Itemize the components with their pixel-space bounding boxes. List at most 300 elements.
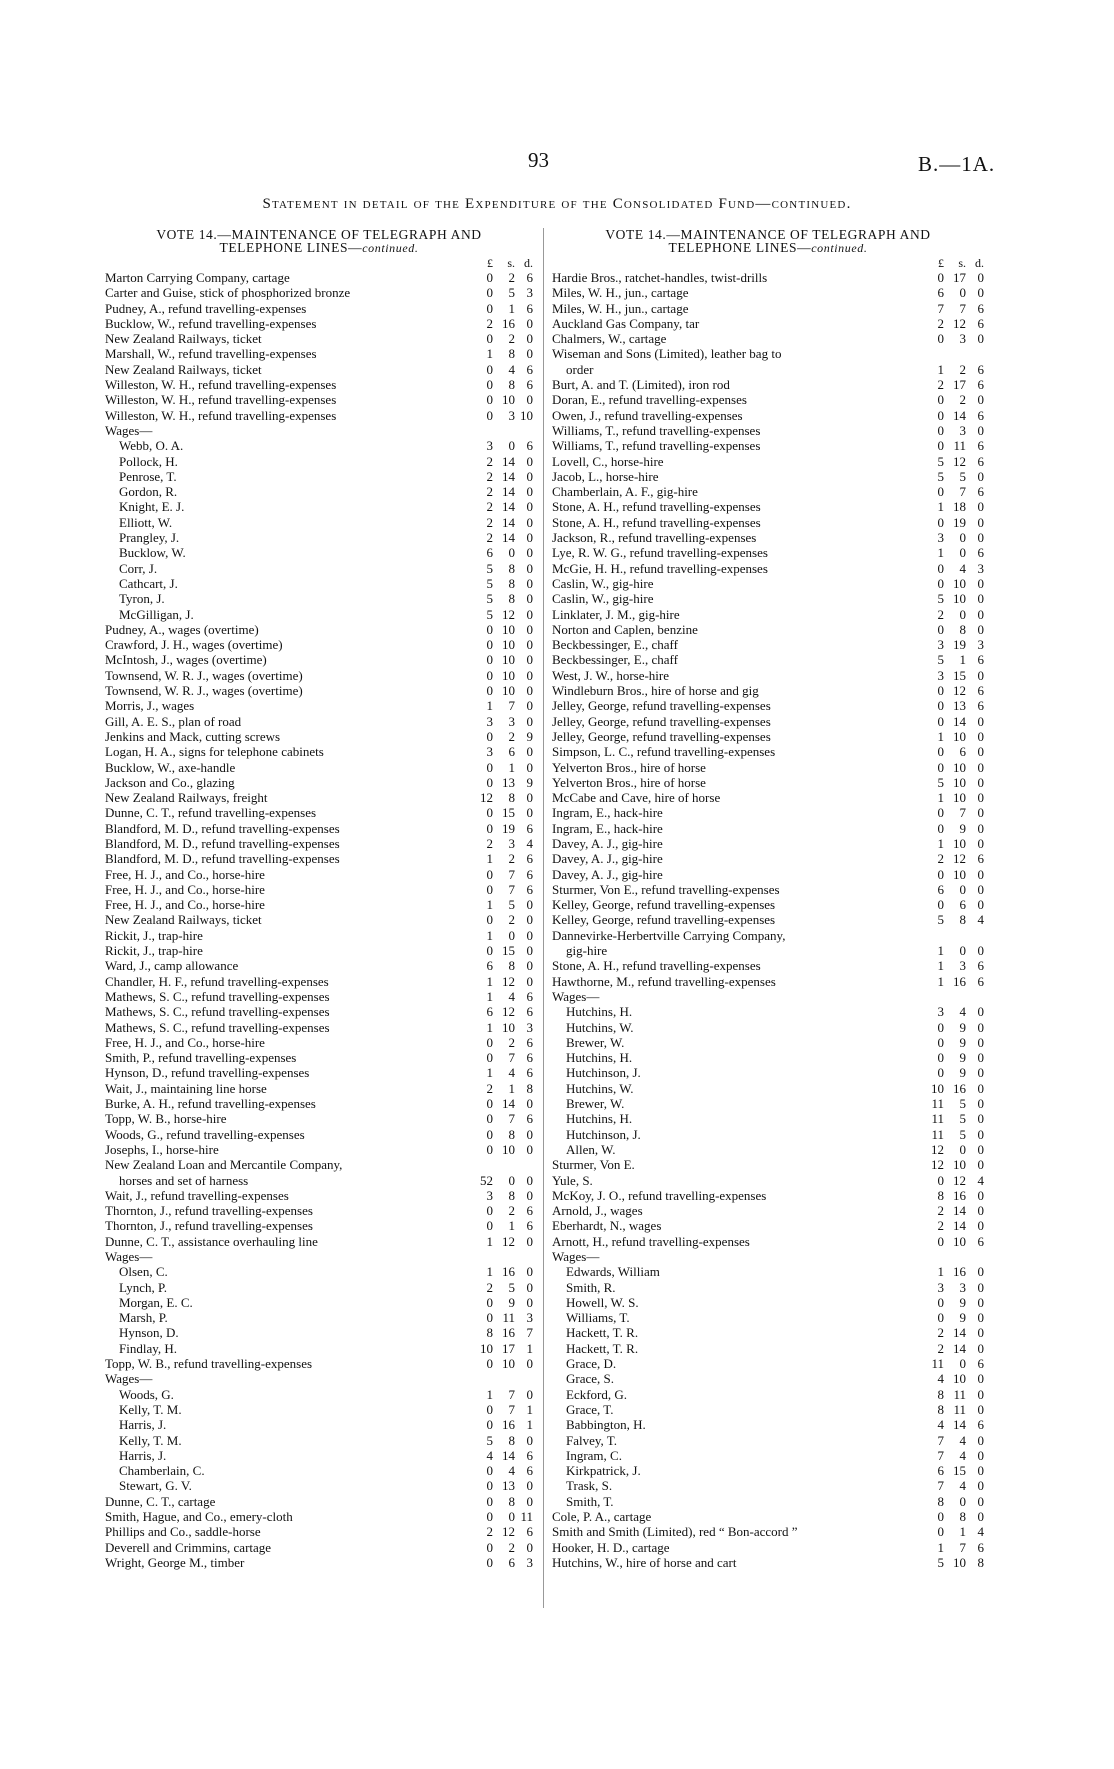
- entry-amount: [918, 1065, 984, 1080]
- pounds-value: 0: [937, 407, 944, 423]
- shillings-value: 5: [508, 285, 515, 301]
- ledger-row: [105, 1111, 533, 1126]
- ledger-row: [105, 912, 533, 927]
- ledger-row: [105, 316, 533, 331]
- entry-amount: [467, 377, 533, 392]
- entry-label: Beckbessinger, E., chaff: [552, 652, 678, 668]
- ledger-row: [105, 591, 533, 606]
- entry-label: Cole, P. A., cartage: [552, 1509, 652, 1525]
- pounds-header: £: [487, 256, 493, 270]
- entry-amount: [918, 897, 984, 912]
- entry-label: Dunne, C. T., assistance overhauling line: [105, 1233, 318, 1249]
- pounds-value: 0: [937, 713, 944, 729]
- shillings-value: 0: [959, 881, 966, 897]
- entry-label: Wages—: [105, 1371, 153, 1387]
- shillings-value: 7: [508, 1050, 515, 1066]
- entry-label: Edwards, William: [566, 1264, 660, 1280]
- entry-label: Topp, W. B., refund travelling-expenses: [105, 1356, 313, 1372]
- entry-amount: [918, 1509, 984, 1524]
- pence-value: 1: [526, 1340, 533, 1356]
- pounds-value: 0: [486, 1417, 493, 1433]
- pence-value: 0: [526, 606, 533, 622]
- left-vote-title: VOTE 14.—MAINTENANCE OF TELEGRAPH AND: [156, 227, 482, 242]
- shillings-value: 10: [953, 575, 966, 591]
- pounds-value: 0: [486, 912, 493, 928]
- pence-value: 0: [977, 667, 984, 683]
- entry-label: Free, H. J., and Co., horse-hire: [105, 1034, 265, 1050]
- entry-amount: [918, 1433, 984, 1448]
- pence-value: 0: [526, 912, 533, 928]
- shillings-value: 9: [508, 1294, 515, 1310]
- entry-amount: [918, 1188, 984, 1203]
- shillings-value: 9: [959, 1034, 966, 1050]
- entry-label: Arnott, H., refund travelling-expenses: [552, 1233, 750, 1249]
- ledger-row: [552, 285, 984, 300]
- entry-amount: [918, 1325, 984, 1340]
- pence-value: 0: [977, 1019, 984, 1035]
- entry-label: Jelley, George, refund travelling-expenses: [552, 728, 771, 744]
- ledger-row: [552, 882, 984, 897]
- pence-value: 6: [526, 1004, 533, 1020]
- pence-value: 0: [526, 346, 533, 362]
- ledger-row: [552, 1264, 984, 1279]
- pence-value: 6: [977, 300, 984, 316]
- pounds-value: 2: [486, 499, 493, 515]
- pounds-value: 0: [486, 285, 493, 301]
- pence-value: 0: [977, 1111, 984, 1127]
- shillings-value: 15: [502, 805, 515, 821]
- shillings-value: 10: [502, 637, 515, 653]
- ledger-row: [105, 1203, 533, 1218]
- entry-label: Dunne, C. T., cartage: [105, 1493, 216, 1509]
- entry-amount: [467, 805, 533, 820]
- pounds-value: 1: [937, 545, 944, 561]
- pence-value: 0: [977, 1325, 984, 1341]
- entry-label: Hutchins, W., hire of horse and cart: [552, 1554, 737, 1570]
- entry-label: Findlay, H.: [119, 1340, 178, 1356]
- pounds-value: 6: [486, 545, 493, 561]
- pounds-value: 0: [937, 621, 944, 637]
- pounds-value: 0: [937, 805, 944, 821]
- entry-label: Smith, T.: [566, 1493, 614, 1509]
- ledger-row: [105, 637, 533, 652]
- entry-label: Hackett, T. R.: [566, 1325, 639, 1341]
- ledger-row: [105, 1402, 533, 1417]
- pence-value: 0: [977, 728, 984, 744]
- pence-value: 0: [526, 744, 533, 760]
- entry-amount: [918, 652, 984, 667]
- entry-label: Jackson and Co., glazing: [105, 774, 235, 790]
- ledger-row: [552, 1127, 984, 1142]
- pence-value: 0: [526, 468, 533, 484]
- entry-amount: [918, 805, 984, 820]
- entry-amount: [467, 698, 533, 713]
- pence-value: 0: [526, 713, 533, 729]
- shillings-value: 1: [508, 300, 515, 316]
- entry-label: Smith, Hague, and Co., emery-cloth: [105, 1509, 293, 1525]
- pounds-value: 8: [937, 1493, 944, 1509]
- pounds-value: 0: [486, 1141, 493, 1157]
- pence-value: 0: [526, 1187, 533, 1203]
- entry-label: Cathcart, J.: [119, 575, 178, 591]
- ledger-row: [552, 1020, 984, 1035]
- entry-amount: [918, 867, 984, 882]
- pounds-value: 4: [486, 1447, 493, 1463]
- ledger-row: [105, 270, 533, 285]
- pounds-value: 1: [937, 790, 944, 806]
- ledger-row: [552, 515, 984, 530]
- entry-label: Lynch, P.: [119, 1279, 168, 1295]
- shillings-value: 5: [959, 1111, 966, 1127]
- left-continued: continued.: [362, 241, 419, 255]
- pence-value: 0: [977, 621, 984, 637]
- shillings-value: 3: [508, 407, 515, 423]
- ledger-row: [552, 1050, 984, 1065]
- entry-amount: [467, 1264, 533, 1279]
- entry-amount: [467, 683, 533, 698]
- pence-value: 0: [526, 1264, 533, 1280]
- entry-label: Hynson, D., refund travelling-expenses: [105, 1065, 310, 1081]
- pounds-value: 2: [486, 1524, 493, 1540]
- pence-value: 9: [526, 728, 533, 744]
- entry-label: Smith, R.: [566, 1279, 616, 1295]
- pence-value: 6: [526, 377, 533, 393]
- pence-value: 0: [526, 1493, 533, 1509]
- ledger-row: [105, 683, 533, 698]
- pence-value: 0: [526, 315, 533, 331]
- entry-amount: [918, 668, 984, 683]
- entry-amount: [918, 438, 984, 453]
- entry-label: Eberhardt, N., wages: [552, 1218, 662, 1234]
- entry-amount: [467, 607, 533, 622]
- entry-amount: [918, 698, 984, 713]
- entry-amount: [918, 714, 984, 729]
- ledger-row: [105, 454, 533, 469]
- pence-value: 0: [526, 1096, 533, 1112]
- pence-value: 6: [526, 438, 533, 454]
- pounds-value: 2: [486, 835, 493, 851]
- entry-label: Rickit, J., trap-hire: [105, 927, 203, 943]
- shillings-value: 0: [959, 606, 966, 622]
- entry-label: Sturmer, Von E., refund travelling-expenses: [552, 881, 780, 897]
- entry-label: Caslin, W., gig-hire: [552, 575, 654, 591]
- ledger-row: [552, 1096, 984, 1111]
- ledger-row: [552, 1433, 984, 1448]
- shillings-value: 0: [959, 1141, 966, 1157]
- ledger-row: [105, 1341, 533, 1356]
- entry-amount: [467, 1050, 533, 1065]
- ledger-row: [105, 1157, 533, 1172]
- pence-value: 0: [526, 927, 533, 943]
- shillings-value: 12: [502, 1524, 515, 1540]
- pence-value: 10: [520, 407, 533, 423]
- ledger-row: [105, 1096, 533, 1111]
- ledger-row: [552, 469, 984, 484]
- shillings-value: 10: [502, 1019, 515, 1035]
- pence-value: 0: [977, 1203, 984, 1219]
- pounds-value: 0: [937, 1019, 944, 1035]
- entry-amount: [467, 1417, 533, 1432]
- entry-label: Pudney, A., wages (overtime): [105, 621, 259, 637]
- pounds-value: 0: [937, 1294, 944, 1310]
- pounds-value: 6: [937, 1463, 944, 1479]
- entry-label: McIntosh, J., wages (overtime): [105, 652, 267, 668]
- entry-amount: [918, 469, 984, 484]
- ledger-row: [552, 301, 984, 316]
- ledger-row: [105, 943, 533, 958]
- entry-label: Blandford, M. D., refund travelling-expenses: [105, 820, 340, 836]
- pounds-value: 5: [486, 1432, 493, 1448]
- pounds-value: 4: [937, 1417, 944, 1433]
- shillings-value: 19: [953, 637, 966, 653]
- pounds-value: 0: [937, 484, 944, 500]
- shillings-value: 10: [502, 667, 515, 683]
- entry-amount: [467, 989, 533, 1004]
- entry-label: Townsend, W. R. J., wages (overtime): [105, 683, 303, 699]
- entry-amount: [467, 1387, 533, 1402]
- entry-label: Arnold, J., wages: [552, 1203, 643, 1219]
- pence-value: 6: [977, 484, 984, 500]
- shillings-value: 12: [953, 453, 966, 469]
- entry-label: Hawthorne, M., refund travelling-expenses: [552, 973, 776, 989]
- ledger-row: [105, 1310, 533, 1325]
- shillings-value: 14: [502, 530, 515, 546]
- shillings-value: 8: [508, 1126, 515, 1142]
- pounds-value: 1: [937, 1264, 944, 1280]
- entry-amount: [918, 1173, 984, 1188]
- entry-label: Hutchins, H.: [566, 1050, 633, 1066]
- pence-value: 6: [526, 1463, 533, 1479]
- pence-value: 0: [526, 1294, 533, 1310]
- entry-label: Blandford, M. D., refund travelling-expenses: [105, 851, 340, 867]
- entry-amount: [467, 530, 533, 545]
- pounds-value: 0: [486, 1126, 493, 1142]
- pounds-value: 6: [486, 958, 493, 974]
- shillings-value: 6: [508, 1554, 515, 1570]
- entry-label: New Zealand Railways, ticket: [105, 912, 262, 928]
- entry-label: Hooker, H. D., cartage: [552, 1539, 670, 1555]
- entry-amount: [467, 285, 533, 300]
- pence-value: 7: [526, 1325, 533, 1341]
- shillings-value: 10: [953, 1233, 966, 1249]
- shillings-value: 10: [502, 1141, 515, 1157]
- pence-value: 0: [977, 1141, 984, 1157]
- left-vote-subtitle: TELEPHONE LINES—: [219, 240, 363, 255]
- shillings-value: 4: [959, 1447, 966, 1463]
- entry-amount: [918, 1004, 984, 1019]
- pounds-value: 1: [486, 927, 493, 943]
- shillings-value: 4: [508, 361, 515, 377]
- shillings-value: 5: [959, 1096, 966, 1112]
- shillings-value: 16: [953, 1264, 966, 1280]
- pence-value: 0: [977, 1310, 984, 1326]
- pence-value: 0: [977, 468, 984, 484]
- entry-label: Dunne, C. T., refund travelling-expenses: [105, 805, 317, 821]
- shillings-value: 10: [502, 1356, 515, 1372]
- ledger-row: [552, 1157, 984, 1172]
- ledger-row: [105, 515, 533, 530]
- pence-value: 6: [977, 958, 984, 974]
- ledger-row: [552, 408, 984, 423]
- ledger-row: [105, 377, 533, 392]
- shillings-value: 5: [508, 897, 515, 913]
- entry-label: Hardie Bros., ratchet-handles, twist-drills: [552, 270, 768, 285]
- entry-amount: [918, 1524, 984, 1539]
- entry-amount: [467, 561, 533, 576]
- pence-value: 0: [977, 835, 984, 851]
- pence-value: 0: [526, 1386, 533, 1402]
- entry-amount: [467, 821, 533, 836]
- shillings-value: 14: [502, 484, 515, 500]
- pence-value: 0: [526, 514, 533, 530]
- entry-label: Pudney, A., refund travelling-expenses: [105, 300, 307, 316]
- entry-label: Miles, W. H., jun., cartage: [552, 300, 689, 316]
- pounds-value: 2: [486, 514, 493, 530]
- shillings-value: 4: [959, 1004, 966, 1020]
- pounds-value: 1: [486, 973, 493, 989]
- ledger-row: [552, 851, 984, 866]
- entry-label: New Zealand Railways, ticket: [105, 331, 262, 347]
- pence-value: 0: [977, 1080, 984, 1096]
- entry-label: Kelley, George, refund travelling-expenses: [552, 897, 776, 913]
- pence-value: 1: [526, 1401, 533, 1417]
- ledger-row: [552, 1142, 984, 1157]
- entry-amount: [918, 1555, 984, 1570]
- pence-value: 0: [977, 1050, 984, 1066]
- entry-label: Hynson, D.: [119, 1325, 179, 1341]
- entry-label: Tyron, J.: [119, 591, 165, 607]
- entry-amount: [467, 1509, 533, 1524]
- entry-amount: [918, 943, 984, 958]
- shillings-value: 10: [953, 591, 966, 607]
- shillings-value: 13: [953, 698, 966, 714]
- pence-value: 0: [526, 1126, 533, 1142]
- entry-amount: [467, 652, 533, 667]
- pounds-value: 1: [937, 728, 944, 744]
- pounds-value: 3: [486, 1187, 493, 1203]
- ledger-row: [552, 1111, 984, 1126]
- ledger-row: [105, 530, 533, 545]
- pounds-value: 0: [486, 407, 493, 423]
- pounds-value: 0: [486, 361, 493, 377]
- entry-amount: [918, 515, 984, 530]
- pence-value: 0: [977, 713, 984, 729]
- pounds-value: 6: [937, 881, 944, 897]
- entry-amount: [918, 316, 984, 331]
- entry-label: Ward, J., camp allowance: [105, 958, 239, 974]
- entry-label: Simpson, L. C., refund travelling-expenses: [552, 744, 776, 760]
- pence-value: 0: [526, 575, 533, 591]
- shillings-value: 10: [953, 866, 966, 882]
- ledger-row: [552, 821, 984, 836]
- entry-amount: [467, 1188, 533, 1203]
- ledger-row: [552, 1325, 984, 1340]
- entry-label: Webb, O. A.: [119, 438, 184, 454]
- pounds-value: 5: [486, 606, 493, 622]
- pence-value: 6: [526, 1203, 533, 1219]
- pence-value: 0: [526, 1141, 533, 1157]
- entry-amount: [467, 301, 533, 316]
- ledger-row: [552, 1218, 984, 1233]
- ledger-row: [105, 1295, 533, 1310]
- pence-value: 0: [526, 683, 533, 699]
- pence-value: 0: [977, 1493, 984, 1509]
- pence-value: 6: [977, 698, 984, 714]
- pounds-value: 1: [486, 346, 493, 362]
- ledger-row: [552, 652, 984, 667]
- pence-value: 0: [977, 1264, 984, 1280]
- pence-value: 0: [977, 575, 984, 591]
- entry-label: Sturmer, Von E.: [552, 1157, 635, 1173]
- ledger-row: [552, 928, 984, 943]
- ledger-row: [105, 928, 533, 943]
- pence-value: 0: [977, 1478, 984, 1494]
- entry-amount: [918, 1478, 984, 1493]
- pounds-value: 0: [486, 820, 493, 836]
- pounds-value: 5: [937, 453, 944, 469]
- pounds-value: 5: [486, 591, 493, 607]
- shillings-value: 8: [508, 1432, 515, 1448]
- pounds-value: 3: [937, 667, 944, 683]
- shillings-value: 3: [959, 422, 966, 438]
- pounds-value: 2: [486, 453, 493, 469]
- pence-value: 6: [977, 1356, 984, 1372]
- pence-header: d.: [975, 256, 984, 270]
- pounds-value: 0: [486, 1509, 493, 1525]
- pence-value: 0: [977, 744, 984, 760]
- entry-amount: [918, 1020, 984, 1035]
- pence-value: 1: [526, 1417, 533, 1433]
- ledger-row: [105, 1188, 533, 1203]
- pounds-value: 5: [937, 1554, 944, 1570]
- entry-label: Hackett, T. R.: [566, 1340, 639, 1356]
- entry-label: Grace, D.: [566, 1356, 617, 1372]
- shillings-value: 14: [953, 1218, 966, 1234]
- entry-amount: [467, 1356, 533, 1371]
- entry-amount: [467, 1295, 533, 1310]
- pence-value: 0: [977, 285, 984, 301]
- pence-value: 0: [977, 1034, 984, 1050]
- entry-amount: [918, 760, 984, 775]
- shillings-value: 7: [508, 1111, 515, 1127]
- pence-value: 0: [977, 774, 984, 790]
- entry-label: Corr, J.: [119, 560, 158, 576]
- pence-value: 8: [526, 1080, 533, 1096]
- ledger-row: [552, 1402, 984, 1417]
- entry-amount: [918, 1142, 984, 1157]
- ledger-row: [552, 362, 984, 377]
- pence-value: 0: [526, 805, 533, 821]
- ledger-row: [552, 1065, 984, 1080]
- ledger-row: [105, 698, 533, 713]
- entry-amount: [918, 408, 984, 423]
- ledger-row: [105, 1387, 533, 1402]
- entry-amount: [467, 438, 533, 453]
- shillings-value: 1: [959, 1524, 966, 1540]
- ledger-row: [552, 1387, 984, 1402]
- pounds-value: 0: [937, 1509, 944, 1525]
- pence-value: 0: [977, 1386, 984, 1402]
- shillings-value: 0: [959, 1493, 966, 1509]
- ledger-row: [105, 668, 533, 683]
- entry-label: Stone, A. H., refund travelling-expenses: [552, 958, 761, 974]
- entry-label: Crawford, J. H., wages (overtime): [105, 637, 283, 653]
- entry-label: Harris, J.: [119, 1447, 167, 1463]
- entry-label: Morgan, E. C.: [119, 1294, 193, 1310]
- pounds-value: 8: [937, 1401, 944, 1417]
- entry-label: Hutchinson, J.: [566, 1126, 641, 1142]
- ledger-row: [105, 851, 533, 866]
